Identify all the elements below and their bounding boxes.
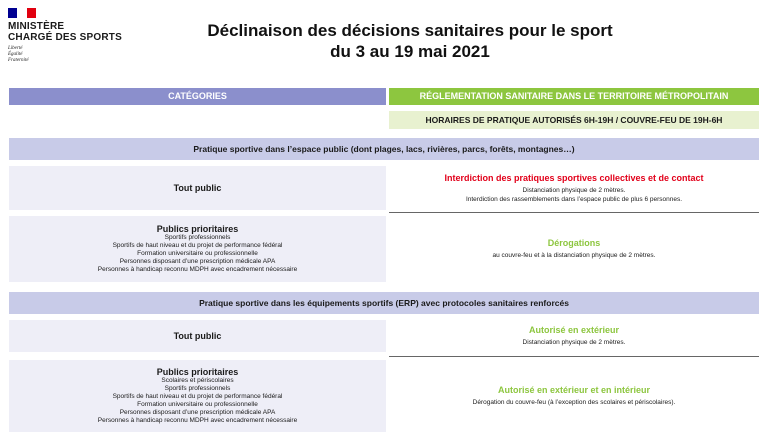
rule-heading: Autorisé en extérieur [528,325,620,335]
row-divider [389,356,759,357]
ministry-name-line2: CHARGÉ DES SPORTS [8,32,122,43]
categories-header: CATÉGORIES [9,88,386,105]
list-item: Sportifs de haut niveau et du projet de performance fédéral [112,242,283,249]
category-title: Publics prioritaires [156,367,239,377]
section-erp-title: Pratique sportive dans les équipements sportifs (ERP) avec protocoles sanitaires renforcés [9,292,759,314]
regulation-header: RÉGLEMENTATION SANITAIRE DANS LE TERRITOIRE MÉTROPOLITAIN [389,88,759,105]
french-flag-icon [8,8,36,18]
section-public-space-title: Pratique sportive dans l’espace public (dont plages, lacs, rivières, parcs, forêts, montagnes…) [9,138,759,160]
category-title: Tout public [173,183,222,193]
rule-note: Dérogation du couvre-feu (à l’exception des scolaires et périscolaires). [472,399,676,406]
rule-cell-erp-all [389,320,759,352]
category-cell-public-space-priority [9,216,386,282]
rule-note: Distanciation physique de 2 mètres. [522,339,626,346]
list-item: Sportifs professionnels [164,234,231,241]
title-line-2: du 3 au 19 mai 2021 [330,42,490,61]
rule-heading: Autorisé en extérieur et en intérieur [497,385,651,395]
list-item: Personnes à handicap reconnu MDPH avec encadrement nécessaire [97,266,298,273]
hours-header: HORAIRES DE PRATIQUE AUTORISÉS 6H-19H / COUVRE-FEU DE 19H-6H [389,111,759,129]
category-cell-public-space-all [9,166,386,210]
list-item: Personnes disposant d’une prescription médicale APA [119,409,276,416]
republic-motto [8,46,148,64]
rule-cell-erp-priority [389,360,759,432]
list-item: Formation universitaire ou professionnelle [137,250,258,257]
rule-cell-public-space-priority [389,216,759,282]
category-cell-erp-all [9,320,386,352]
category-title: Tout public [173,331,222,341]
rule-note: Interdiction des rassemblements dans l’espace public de plus 6 personnes. [465,195,683,203]
rule-heading: Interdiction des pratiques sportives collectives et de contact [444,172,704,183]
category-cell-erp-priority [9,360,386,432]
list-item: Sportifs professionnels [164,385,231,392]
row-divider [389,212,759,213]
motto-line: Fraternité [8,58,29,63]
list-item: Formation universitaire ou professionnelle [137,401,258,408]
ministry-name-line1: MINISTÈRE [8,21,65,32]
rule-cell-public-space-all [389,166,759,210]
rule-note: Distanciation physique de 2 mètres. [522,186,626,194]
category-title: Publics prioritaires [156,224,239,234]
motto-line: Liberté [8,46,23,51]
ministry-logo [8,8,148,64]
list-item: Personnes disposant d’une prescription médicale APA [119,258,276,265]
motto-line: Égalité [8,52,23,57]
title-line-1: Déclinaison des décisions sanitaires pour le sport [207,21,613,40]
rule-heading: Dérogations [547,238,601,248]
page-title [200,20,620,62]
list-item: Personnes à handicap reconnu MDPH avec encadrement nécessaire [97,417,298,424]
list-item: Sportifs de haut niveau et du projet de performance fédéral [112,393,283,400]
rule-note: au couvre-feu et à la distanciation physique de 2 mètres. [492,252,656,259]
list-item: Scolaires et périscolaires [161,377,234,384]
